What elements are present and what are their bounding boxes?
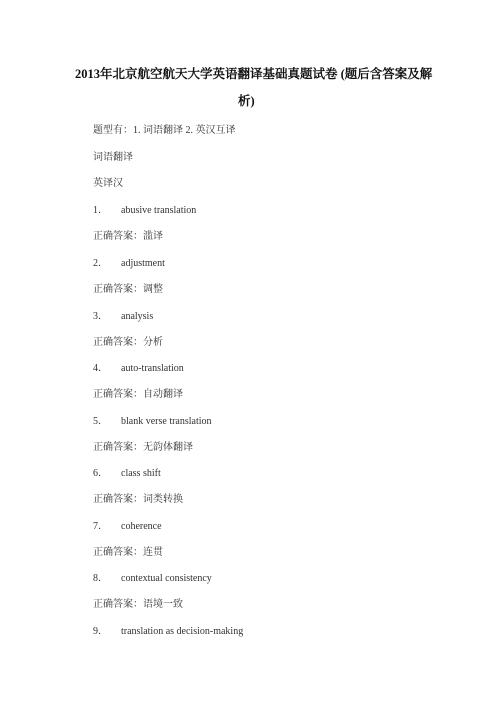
- question-term: blank verse translation: [121, 416, 212, 427]
- answer-text: 语境一致: [143, 599, 183, 610]
- answer-label: 正确答案：: [93, 231, 143, 242]
- answer-line: [93, 547, 163, 559]
- question-number: 2．: [93, 258, 108, 269]
- question-item: [93, 573, 212, 585]
- question-item: [93, 205, 196, 217]
- answer-line: [93, 494, 183, 506]
- question-item: [93, 521, 162, 533]
- subsection-heading: 英译汉: [93, 178, 123, 189]
- question-term: translation as decision-making: [121, 626, 244, 637]
- question-term: adjustment: [121, 258, 165, 269]
- question-item: [93, 258, 165, 270]
- answer-label: 正确答案：: [93, 442, 143, 453]
- question-types: 题型有：1. 词语翻译 2. 英汉互译: [93, 125, 236, 136]
- question-item: [93, 363, 184, 375]
- question-item: [93, 416, 212, 428]
- answer-text: 自动翻译: [143, 389, 183, 400]
- question-number: 9．: [93, 626, 108, 637]
- answer-label: 正确答案：: [93, 599, 143, 610]
- question-number: 1．: [93, 205, 108, 216]
- answer-text: 连贯: [143, 547, 163, 558]
- question-item: [93, 311, 153, 323]
- question-number: 4．: [93, 363, 108, 374]
- question-number: 5．: [93, 416, 108, 427]
- answer-text: 滥译: [143, 231, 163, 242]
- section-heading: 词语翻译: [93, 152, 133, 163]
- answer-line: [93, 337, 163, 349]
- answer-line: [93, 284, 163, 296]
- answer-line: [93, 231, 163, 243]
- question-term: contextual consistency: [121, 573, 212, 584]
- question-term: class shift: [121, 468, 161, 479]
- answer-label: 正确答案：: [93, 547, 143, 558]
- answer-text: 分析: [143, 337, 163, 348]
- answer-label: 正确答案：: [93, 389, 143, 400]
- question-number: 8．: [93, 573, 108, 584]
- question-number: 6．: [93, 468, 108, 479]
- answer-line: [93, 599, 183, 611]
- question-item: [93, 626, 243, 638]
- document-title-line-2: 析): [238, 94, 255, 108]
- answer-line: [93, 442, 193, 454]
- answer-label: 正确答案：: [93, 284, 143, 295]
- question-term: analysis: [121, 311, 154, 322]
- answer-text: 调整: [143, 284, 163, 295]
- question-number: 7．: [93, 521, 108, 532]
- question-term: abusive translation: [121, 205, 197, 216]
- question-number: 3．: [93, 311, 108, 322]
- answer-text: 词类转换: [143, 494, 183, 505]
- answer-label: 正确答案：: [93, 337, 143, 348]
- question-term: auto-translation: [121, 363, 184, 374]
- question-term: coherence: [121, 521, 162, 532]
- document-title-line-1: 2013年北京航空航天大学英语翻译基础真题试卷 (题后含答案及解: [75, 67, 433, 81]
- question-item: [93, 468, 161, 480]
- answer-label: 正确答案：: [93, 494, 143, 505]
- answer-line: [93, 389, 183, 401]
- answer-text: 无韵体翻译: [143, 442, 193, 453]
